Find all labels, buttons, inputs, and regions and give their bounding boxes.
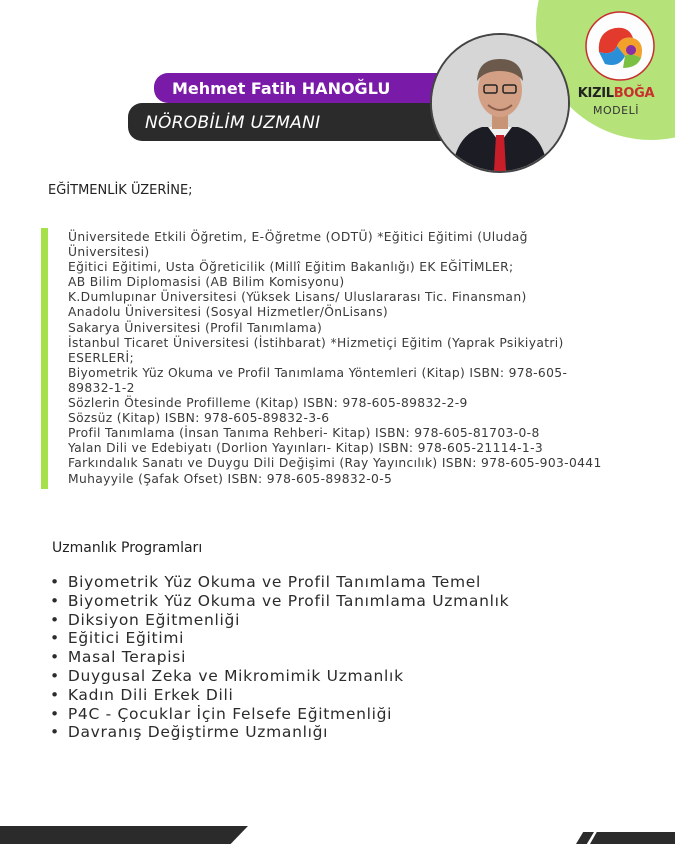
detail-line: Sözlerin Ötesinde Profilleme (Kitap) ISBN: 978-605-89832-2-9 xyxy=(68,396,468,411)
list-item: • Eğitici Eğitimi xyxy=(50,629,509,648)
detail-line: Anadolu Üniversitesi (Sosyal Hizmetler/ÖnLisans) xyxy=(68,305,389,320)
list-item: • P4C - Çocuklar İçin Felsefe Eğitmenliği xyxy=(50,705,509,724)
list-item: • Duygusal Zeka ve Mikromimik Uzmanlık xyxy=(50,667,509,686)
logo-wordmark: KIZILBOĞA xyxy=(577,86,655,101)
footer-bar-left xyxy=(0,826,248,844)
kizilboga-logo-icon xyxy=(571,6,669,84)
detail-line: Üniversitesi) xyxy=(68,245,150,260)
detail-line: İstanbul Ticaret Üniversitesi (İstihbarat) *Hizmetiçi Eğitim (Yaprak Psikiyatri) xyxy=(68,335,564,350)
detail-line: Sakarya Üniversitesi (Profil Tanımlama) xyxy=(68,320,323,335)
detail-line: Profil Tanımlama (İnsan Tanıma Rehberi- Kitap) ISBN: 978-605-81703-0-8 xyxy=(68,426,540,441)
detail-line: AB Bilim Diplomasisi (AB Bilim Komisyonu) xyxy=(68,275,345,290)
person-name: Mehmet Fatih HANOĞLU xyxy=(172,79,391,98)
section-heading-training: EĞİTMENLİK ÜZERİNE; xyxy=(48,183,193,198)
list-item: • Masal Terapisi xyxy=(50,648,509,667)
detail-line: Muhayyile (Şafak Ofset) ISBN: 978-605-89832-0-5 xyxy=(68,471,393,486)
programs-list xyxy=(50,573,509,742)
list-item: • Davranış Değiştirme Uzmanlığı xyxy=(50,723,509,742)
person-title: NÖROBİLİM UZMANI xyxy=(145,113,321,133)
section-heading-programs: Uzmanlık Programları xyxy=(52,540,203,556)
logo-subtitle: MODELİ xyxy=(593,104,639,117)
list-item: • Diksiyon Eğitmenliği xyxy=(50,611,509,630)
detail-line: Yalan Dili ve Edebiyatı (Dorlion Yayınları- Kitap) ISBN: 978-605-21114-1-3 xyxy=(68,441,544,456)
person-avatar-icon xyxy=(432,35,568,171)
list-item: • Biyometrik Yüz Okuma ve Profil Tanımlama Temel xyxy=(50,573,509,592)
detail-line: Üniversitede Etkili Öğretim, E-Öğretme (ODTÜ) *Eğitici Eğitimi (Uludağ xyxy=(68,230,528,244)
detail-line: 89832-1-2 xyxy=(68,380,135,395)
portrait-photo xyxy=(430,33,570,173)
detail-line: ESERLERİ; xyxy=(68,350,134,365)
detail-line: Biyometrik Yüz Okuma ve Profil Tanımlama Yöntemleri (Kitap) ISBN: 978-605- xyxy=(68,365,568,380)
detail-line: K.Dumlupınar Üniversitesi (Yüksek Lisans/ Uluslararası Tic. Finansman) xyxy=(68,290,527,305)
detail-line: Farkındalık Sanatı ve Duygu Dili Değişimi (Ray Yayıncılık) ISBN: 978-605-903-0441 xyxy=(68,456,602,471)
list-item: • Biyometrik Yüz Okuma ve Profil Tanımlama Uzmanlık xyxy=(50,592,509,611)
footer-bar-right xyxy=(590,832,675,844)
list-item: • Kadın Dili Erkek Dili xyxy=(50,686,509,705)
training-details xyxy=(68,230,643,487)
detail-line: Eğitici Eğitimi, Usta Öğreticilik (Millî Eğitim Bakanlığı) EK EĞİTİMLER; xyxy=(68,260,514,275)
accent-bar xyxy=(41,228,48,489)
detail-line: Sözsüz (Kitap) ISBN: 978-605-89832-3-6 xyxy=(68,411,330,426)
